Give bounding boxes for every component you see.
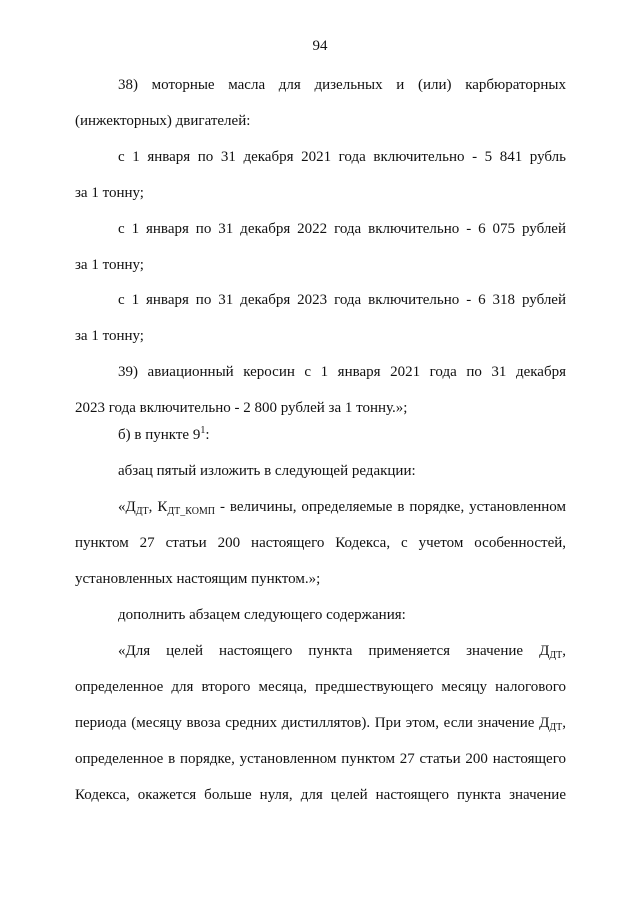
quote-2-line-5: Кодекса, окажется больше нуля, для целей настоящего пункта значение (75, 787, 566, 803)
quote-2-line-4: определенное в порядке, установленном пунктом 27 статьи 200 настоящего (75, 751, 566, 767)
paragraph-39-line-2: 2023 года включительно - 2 800 рублей за 1 тонну.»; (75, 400, 408, 416)
quote-1-d-subscript: ДТ (135, 506, 149, 516)
quote-2-line-1 (118, 642, 566, 660)
quote-1-text: - величины, определяемые в порядке, установленном (215, 499, 566, 515)
rate-2021-line-1: с 1 января по 31 декабря 2021 года включительно - 5 841 рубль (118, 149, 566, 165)
quote-1-k-symbol: , К (148, 499, 168, 515)
quote-1-line-3: установленных настоящим пунктом.»; (75, 571, 321, 587)
quote-1-d-symbol: «Д (118, 499, 136, 515)
quote-2-line-2: определенное для второго месяца, предшествующего месяцу налогового (75, 679, 566, 695)
quote-2-line-3 (75, 714, 566, 732)
quote-1-line-2: пунктом 27 статьи 200 настоящего Кодекса, с учетом особенностей, (75, 535, 566, 551)
quote-2-line-3-comma: , (562, 715, 566, 731)
rate-2022-line-1: с 1 января по 31 декабря 2022 года включительно - 6 075 рублей (118, 221, 566, 237)
subparagraph-b-heading (118, 426, 566, 444)
quote-2-line-3-text: периода (месяцу ввоза средних дистиллятов). При этом, если значение Д (75, 715, 550, 731)
quote-2-subscript: ДТ (549, 650, 563, 660)
quote-2-line-3-subscript: ДТ (549, 722, 563, 732)
quote-1-k-subscript: ДТ_КОМП (167, 506, 216, 516)
instruction-line-1: абзац пятый изложить в следующей редакции: (118, 463, 416, 479)
instruction-line-2: дополнить абзацем следующего содержания: (118, 607, 406, 623)
quote-2-comma: , (562, 643, 566, 659)
rate-2021-line-2: за 1 тонну; (75, 185, 144, 201)
rate-2023-line-1: с 1 января по 31 декабря 2023 года включительно - 6 318 рублей (118, 292, 566, 308)
subparagraph-b-text: б) в пункте 9 (118, 427, 201, 443)
rate-2023-line-2: за 1 тонну; (75, 328, 144, 344)
quote-2-text-a: «Для целей настоящего пункта применяется значение Д (118, 643, 550, 659)
page-number: 94 (312, 38, 328, 54)
paragraph-38-line-2: (инжекторных) двигателей: (75, 113, 251, 129)
rate-2022-line-2: за 1 тонну; (75, 257, 144, 273)
subparagraph-b-colon: : (205, 427, 210, 443)
superscript-1: 1 (200, 426, 206, 436)
paragraph-38-line-1: 38) моторные масла для дизельных и (или) карбюраторных (118, 77, 566, 93)
paragraph-39-line-1: 39) авиационный керосин с 1 января 2021 года по 31 декабря (118, 364, 566, 380)
quote-1-line-1 (118, 498, 566, 516)
